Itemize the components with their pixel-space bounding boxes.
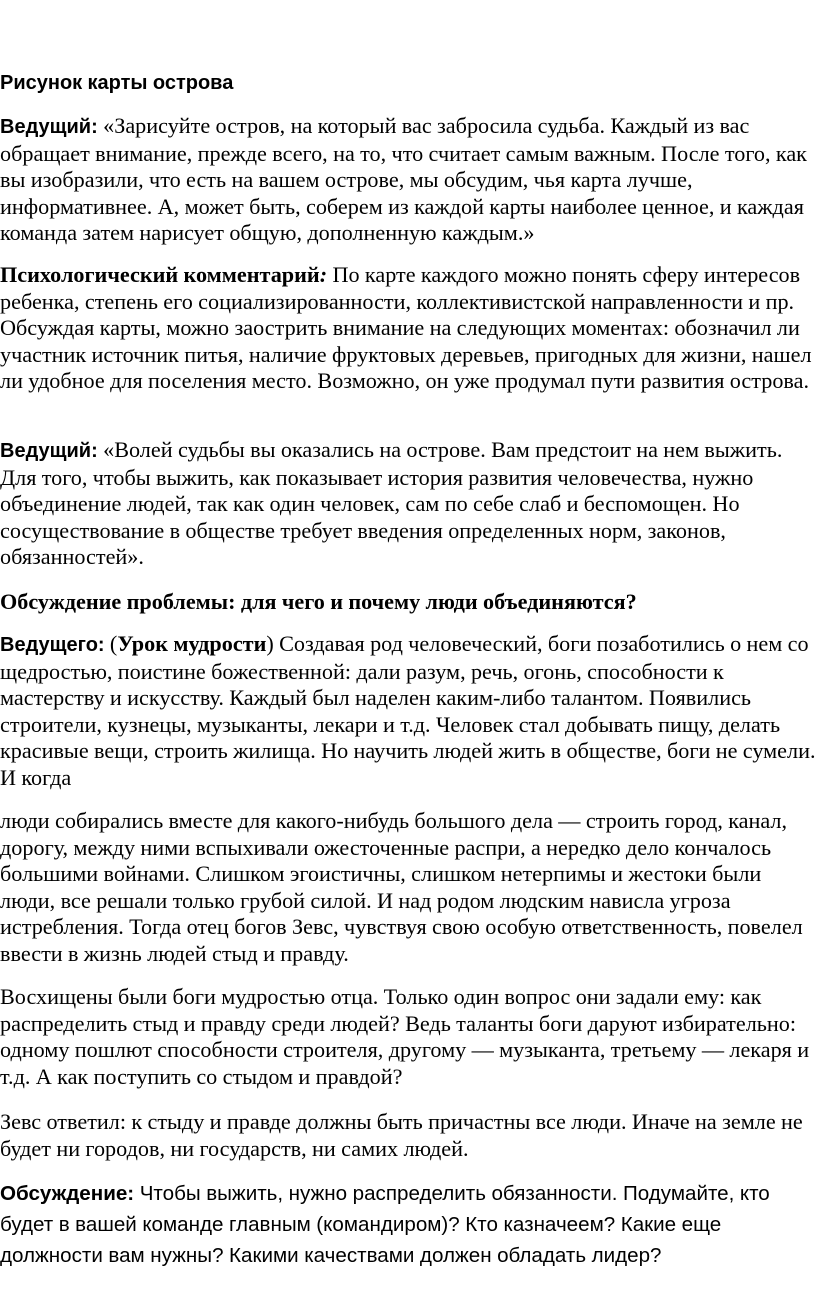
paragraph-text: Создавая род человеческий, боги позаботились о нем со щедростью, поистине божественной: дали разум, речь, огонь, способности к мастерству и искусству. Каждый был наделен каким-либо талантом. Появились строители, кузнецы, музыканты, лекари и т.д. Человек стал добывать пищу, делать красивые вещи, строить жилища. Но научить людей жить в обществе, боги не сумели. И когда [0,631,816,790]
paragraph-text: По карте каждого можно понять сферу интересов ребенка, степень его социализированности, коллективистской направленности и пр. Обсуждая карты, можно заострить внимание на следующих моментах: обозначил ли участник источник питья, наличие фруктовых деревьев, пригодных для жизни, нашел ли удобное для поселения место. Возможно, он уже продумал пути развития острова. [0,262,812,394]
discussion-heading [0,589,816,616]
paragraph-text: «Волей судьбы вы оказались на острове. Вам предстоит на нем выжить. Для того, чтобы выжить, как показывает история развития человечества, нужно объединение людей, так как один человек, сам по себе слаб и беспомощен. Но сосуществование в обществе требует введения определенных норм, законов, обязанностей». [0,437,783,570]
paragraph-text: Зевс ответил: к стыду и правде должны быть причастны все люди. Иначе на земле не будет ни городов, ни государств, ни самих людей. [0,1109,803,1161]
discussion-label: Обсуждение: [0,1182,135,1205]
paragraph-people-gathered [0,808,816,968]
paragraph-gods-admired [0,984,816,1090]
discussion-heading-text: Обсуждение проблемы: для чего и почему люди объединяются? [0,589,637,614]
paragraph-host-survival [0,437,816,571]
paragraph-discussion [0,1178,816,1271]
speaker-label: Ведущий: [0,440,98,462]
paren-close: ) [266,631,274,656]
paragraph-text: «Зарисуйте остров, на который вас забросила судьба. Каждый из вас обращает внимание, прежде всего, на то, что считает самым важным. После того, как вы изобразили, что есть на вашем острове, мы обсудим, чья карта лучше, информативнее. А, может быть, соберем из каждой карты наиболее ценное, и каждая команда затем нарисует общую, дополненную каждым.» [0,113,807,246]
paragraph-text: Восхищены были боги мудростью отца. Только один вопрос они задали ему: как распределить стыд и правду среди людей? Ведь таланты боги даруют избирательно: одному пошлют способности строителя, другому — музыканта, третьему — лекаря и т.д. А как поступить со стыдом и правдой? [0,984,810,1089]
section-title [0,70,816,97]
lesson-title: Урок мудрости [117,631,267,656]
speaker-label: Ведущий: [0,116,98,138]
paragraph-host-intro [0,113,816,247]
section-title-text: Рисунок карты острова [0,72,234,94]
speaker-label: Ведущего: [0,634,105,656]
comment-colon: : [319,262,328,287]
paragraph-text: люди собирались вместе для какого-нибудь большого дела — строить город, канал, дорогу, между ними вспыхивали ожесточенные распри, а нередко дело кончалось большими войнами. Слишком эгоистичны, слишком нетерпимы и жестоки были люди, все решали только грубой силой. И над родом людским нависла угроза истребления. Тогда отец богов Зевс, чувствуя свою особую ответственность, повелел ввести в жизнь людей стыд и правду. [0,808,803,966]
paragraph-zeus-answer [0,1109,816,1162]
paragraph-wisdom-lesson [0,631,816,792]
comment-label: Психологический комментарий [0,262,320,287]
paragraph-text: Чтобы выжить, нужно распределить обязанности. Подумайте, кто будет в вашей команде главным (командиром)? Кто казначеем? Какие еще должности вам нужны? Какими качествами должен обладать лидер? [0,1182,770,1267]
paragraph-psych-comment [0,262,816,395]
paren-open: ( [104,631,118,656]
